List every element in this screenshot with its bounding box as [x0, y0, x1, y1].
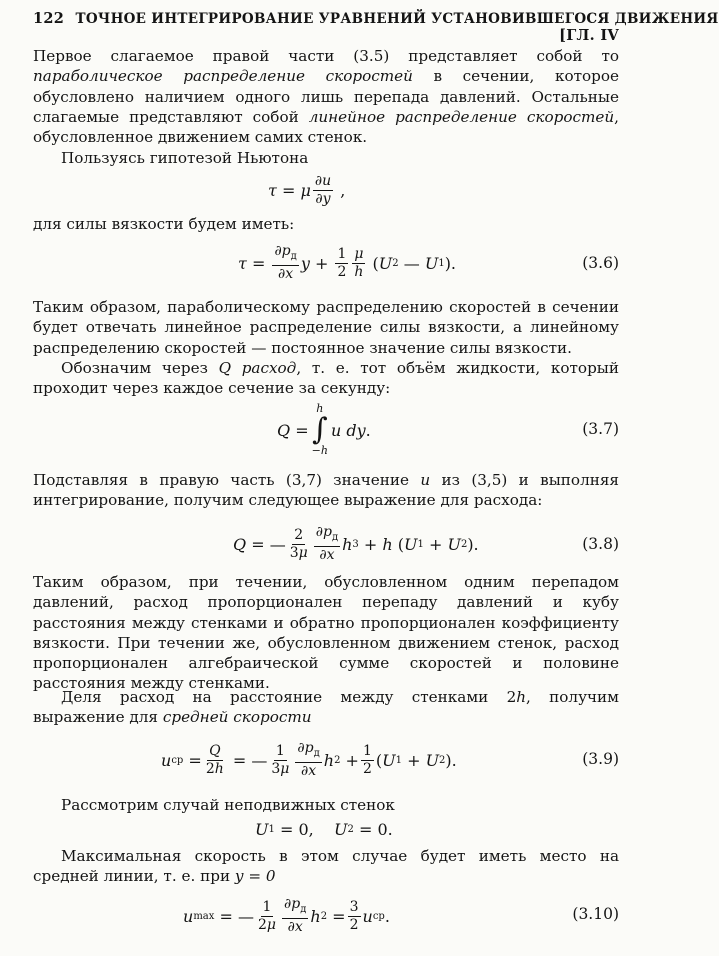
- chapter-label: [ГЛ. IV: [559, 27, 619, 44]
- paragraph-1: [33, 46, 619, 147]
- equation-number-3-10: (3.10): [572, 905, 619, 923]
- paragraph-3: для силы вязкости будем иметь:: [33, 215, 295, 233]
- equation-newton: τ = μ $\frac{\partial u}{\partial y}$ ,: [268, 172, 346, 207]
- paragraph-4: Таким образом, параболическому распределению скоростей в сечении будет отвечать линейное распределение силы вязкости, а линейному распределению скоростей — постоянное значение силы вязкости.: [33, 298, 619, 357]
- para6-text-c: из (3,5) и выполняя интегрирование, получим следующее выражение для расхода:: [33, 471, 619, 510]
- para10-italic-b: y = 0: [234, 867, 276, 886]
- para6-text-a: Подставляя в правую часть (3,7) значение: [33, 471, 421, 489]
- para1-text-c: в сечении, которое обусловлено наличием одного лишь перепада давлений. Остальные слагаемые представляют собой: [33, 67, 619, 126]
- equation-3-8: Q = — $\frac{2}{3\mu}$ $\frac{\partial p_д}{\partial x}$ h 3 + h ( U 1 + U 2 ). (3.8): [233, 524, 619, 563]
- para8-text-a: Деля расход на расстояние между стенками 2: [61, 688, 517, 706]
- equation-number-3-7: (3.7): [582, 420, 619, 438]
- paragraph-2: Пользуясь гипотезой Ньютона: [61, 149, 309, 167]
- equation-3-7: Q = h ∫ −h u dy . (3.7): [277, 402, 619, 457]
- equation-number-3-6: (3.6): [582, 254, 619, 272]
- equation-3-9: u ср = $\frac{Q}{2h}$ = — $\frac{1}{3\mu}$ $\frac{\partial p_д}{\partial x}$ h 2 + $\frac{1}{2}$ ( U 1 + U 2 ). (3.9): [161, 740, 619, 779]
- paragraph-6: [33, 470, 619, 511]
- equation-3-10: u max = — $\frac{1}{2\mu}$ $\frac{\partial p_д}{\partial x}$ h 2 = $\frac{3}{2}$ u ср . (3.10): [183, 896, 619, 935]
- equation-number-3-8: (3.8): [582, 535, 619, 553]
- para1-text-e: , обусловленное движением самих стенок.: [33, 107, 619, 147]
- para1-italic-b: параболическое распределение скоростей: [33, 67, 413, 86]
- para10-text-a: Максимальная скорость в этом случае будет иметь место на средней линии, т. е. при: [33, 847, 619, 886]
- para6-italic-b: u: [420, 471, 431, 489]
- equation-fixed-walls: U 1 = 0, U 2 = 0.: [255, 819, 393, 839]
- para5-italic-b: Q расход: [218, 359, 297, 377]
- para8-text-c: , получим выражение для: [33, 688, 619, 727]
- para5-text-c: , т. е. тот объём жидкости, который проходит через каждое сечение за секунду:: [33, 359, 619, 398]
- paragraph-10: [33, 846, 619, 887]
- running-header: [33, 10, 719, 44]
- para5-text-a: Обозначим через: [61, 359, 219, 377]
- para1-text-a: Первое слагаемое правой части (3.5) представляет собой то: [33, 47, 619, 65]
- para1-italic-d: линейное распределение скоростей: [308, 107, 615, 126]
- page-number: 122: [33, 10, 65, 27]
- equation-3-6: τ = $\frac{\partial p_д}{\partial x}$ y + $\frac{1}{2}$ $\frac{\mu}{h}$ ( U 2 — U 1 ). (3.6): [238, 243, 619, 282]
- running-title: ТОЧНОЕ ИНТЕГРИРОВАНИЕ УРАВНЕНИЙ УСТАНОВИВШЕГОСЯ ДВИЖЕНИЯ: [75, 11, 719, 27]
- paragraph-9: Рассмотрим случай неподвижных стенок: [61, 796, 395, 814]
- paragraph-7: Таким образом, при течении, обусловленном одним перепадом давлений, расход пропорционален перепаду давлений и кубу расстояния между стенками и обратно пропорционален коэффициенту вязкости. При течении же, обусловленном движением стенок, расход пропорционален алгебраической сумме скоростей и половине расстояния между стенками.: [33, 573, 619, 693]
- para8-italic-d: средней скорости: [162, 708, 312, 727]
- equation-number-3-9: (3.9): [582, 750, 619, 768]
- paragraph-8: [33, 687, 619, 728]
- paragraph-5: [33, 358, 619, 399]
- para8-italic-b: h: [516, 688, 527, 706]
